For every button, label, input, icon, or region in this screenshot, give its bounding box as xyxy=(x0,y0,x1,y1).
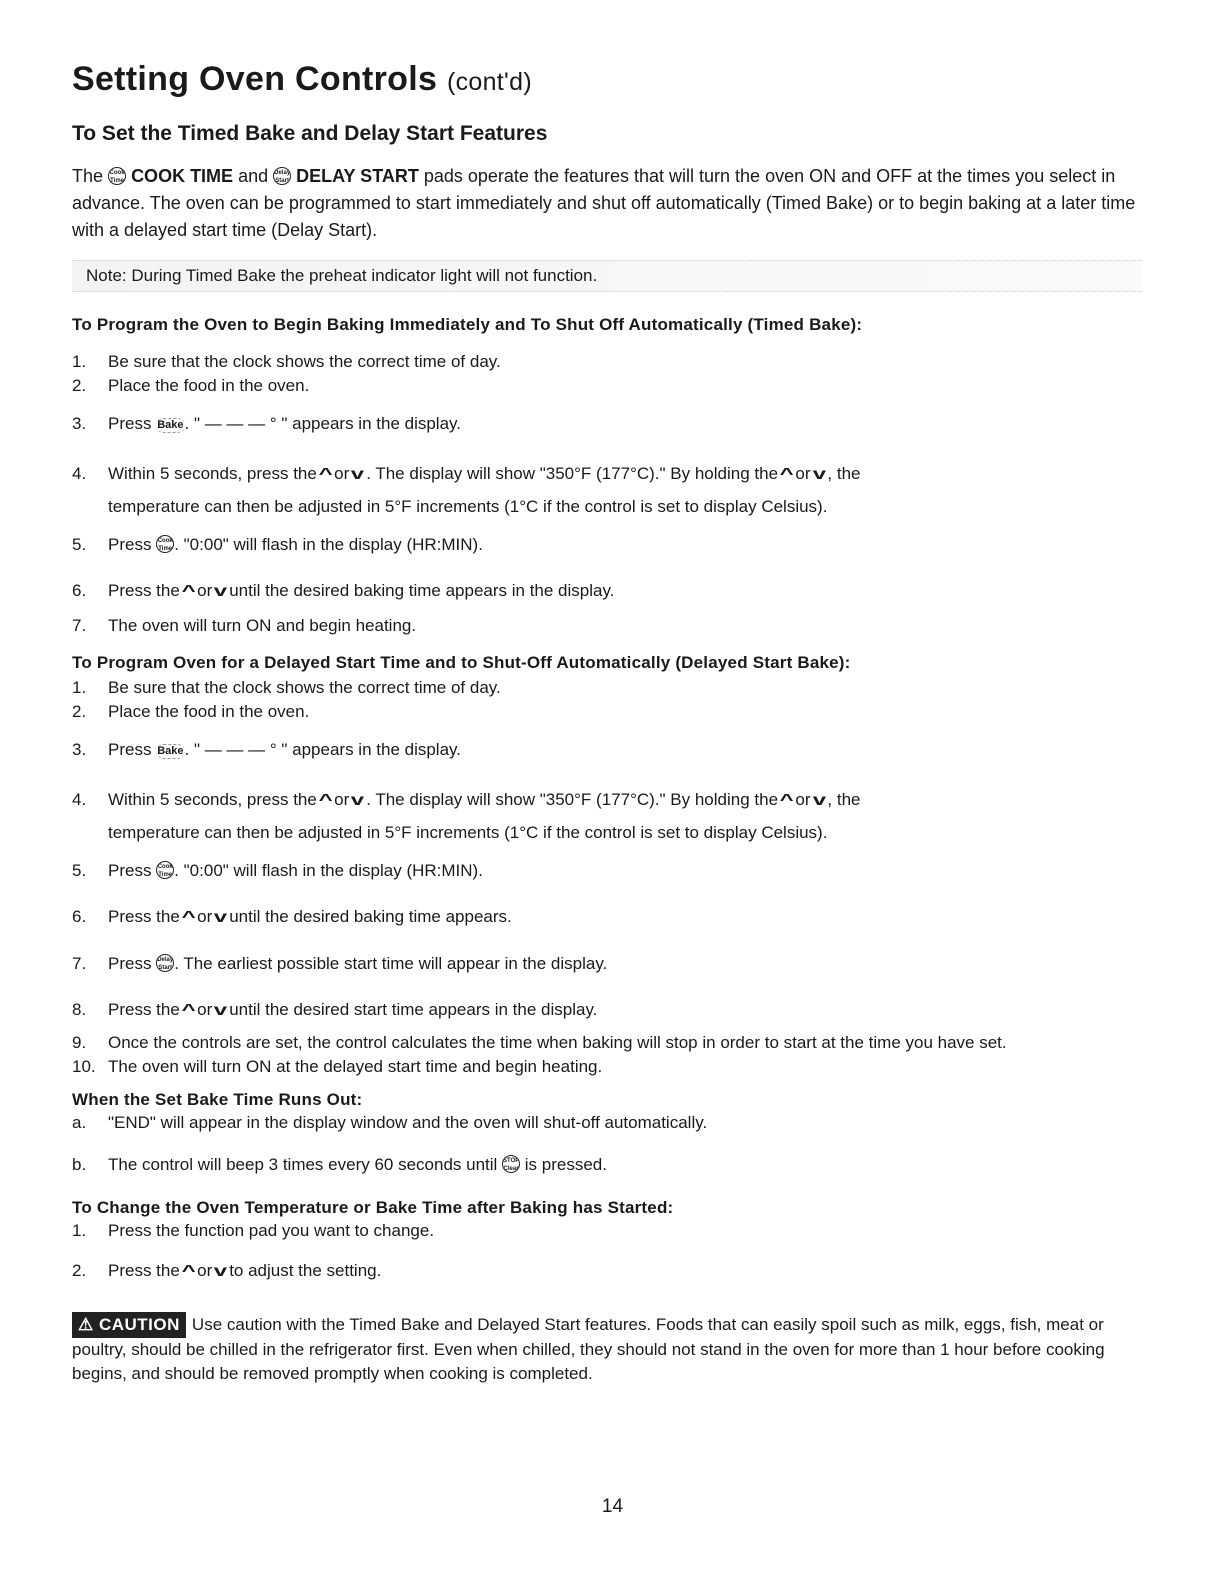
list-item: 2. Place the food in the oven. xyxy=(72,702,310,721)
list-item: 10. The oven will turn ON at the delayed start time and begin heating. xyxy=(72,1057,603,1076)
list-item: 9. Once the controls are set, the control calculates the time when baking will stop in order to start at the time you have set. xyxy=(72,1033,1007,1052)
bake-pad-icon: Bake xyxy=(157,745,184,757)
down-arrow-icon: v xyxy=(214,909,228,926)
list-item: 6. Press the ^or v until the desired baking time appears. xyxy=(72,905,1142,930)
list-item: a. "END" will appear in the display window and the oven will shut-off automatically. xyxy=(72,1113,708,1132)
list-item: 5. Press Cook Time . "0:00" will flash in the display (HR:MIN). xyxy=(72,535,483,554)
caution-text: Use caution with the Timed Bake and Delayed Start features. Foods that can easily spoil such as milk, eggs, fish, meat or poultry, should be chilled in the refrigerator first. Even when chilled, they should not stand in the oven for more than 1 hour before cooking begins, and should be removed promptly when cooking is completed. xyxy=(72,1315,1105,1383)
change-steps xyxy=(72,1219,1142,1284)
list-item: 5. Press Cook Time . "0:00" will flash in the display (HR:MIN). xyxy=(72,861,483,880)
up-arrow-icon: ^ xyxy=(181,909,196,926)
note-box: Note: During Timed Bake the preheat indicator light will not function. xyxy=(72,260,1142,292)
list-item: 1. Be sure that the clock shows the correct time of day. xyxy=(72,352,501,371)
page-number: 14 xyxy=(601,1496,624,1517)
caution-badge: ⚠ CAUTION xyxy=(72,1312,186,1338)
list-item: 4. Within 5 seconds, press the ^or v . The display will show "350°F (177°C)." By holding the ^or v , the temperature can then be adjusted in 5°F increments (1°C if the control is set to display Celsius). xyxy=(72,458,1142,523)
cook-time-pad-icon: Cook Time xyxy=(108,167,126,185)
bake-pad-icon: Bake xyxy=(157,419,184,431)
runs-out-title: When the Set Bake Time Runs Out: xyxy=(72,1090,363,1109)
intro-word-the: The xyxy=(72,166,104,186)
up-arrow-icon: ^ xyxy=(181,1002,196,1019)
list-item: 1. Press the function pad you want to change. xyxy=(72,1221,435,1240)
list-item: b. The control will beep 3 times every 60 seconds until STOP Clear is pressed. xyxy=(72,1155,607,1174)
caution-paragraph xyxy=(72,1312,1142,1386)
intro-word-and: and xyxy=(238,166,269,186)
timed-bake-title: To Program the Oven to Begin Baking Immediately and To Shut Off Automatically (Timed Bake): xyxy=(72,315,863,334)
intro-text-rest: you select in advance. The oven can be programmed to start immediately and shut off automatically (Timed Bake) or to begin baking at a later time with a delayed start time (Delay Start). xyxy=(72,166,1136,240)
delayed-start-steps xyxy=(72,676,1142,1079)
list-item: 7. The oven will turn ON and begin heating. xyxy=(72,616,417,635)
timed-bake-steps xyxy=(72,350,1142,638)
list-item: 7. Press Delay Start . The earliest possible start time will appear in the display. xyxy=(72,954,608,973)
delay-start-label: DELAY START xyxy=(296,166,419,186)
delayed-start-title: To Program Oven for a Delayed Start Time and to Shut-Off Automatically (Delayed Start Bake): xyxy=(72,653,851,672)
down-arrow-icon: v xyxy=(214,583,228,600)
title-subtitle: (cont'd) xyxy=(446,68,532,96)
up-arrow-icon: ^ xyxy=(181,1263,196,1280)
down-arrow-icon: v xyxy=(812,792,826,809)
list-item: 2. Place the food in the oven. xyxy=(72,376,310,395)
intro-text-line1: pads operate the features that will turn the oven ON and OFF at the times xyxy=(423,166,1011,186)
down-arrow-icon: v xyxy=(351,792,365,809)
list-item: 1. Be sure that the clock shows the correct time of day. xyxy=(72,678,501,697)
delay-start-pad-icon: Delay Start xyxy=(156,954,174,972)
down-arrow-icon: v xyxy=(214,1263,228,1280)
down-arrow-icon: v xyxy=(214,1002,228,1019)
up-arrow-icon: ^ xyxy=(318,466,333,483)
cook-time-pad-icon: Cook Time xyxy=(156,861,174,879)
down-arrow-icon: v xyxy=(351,466,365,483)
page-title xyxy=(72,58,1142,103)
list-item: 8. Press the ^or v until the desired start time appears in the display. xyxy=(72,998,1142,1023)
delay-start-pad-icon: Delay Start xyxy=(273,167,291,185)
manual-page xyxy=(72,58,1142,1386)
up-arrow-icon: ^ xyxy=(318,792,333,809)
change-title: To Change the Oven Temperature or Bake Time after Baking has Started: xyxy=(72,1198,674,1217)
up-arrow-icon: ^ xyxy=(779,466,794,483)
section-heading: To Set the Timed Bake and Delay Start Features xyxy=(72,122,548,145)
cook-time-pad-icon: Cook Time xyxy=(156,535,174,553)
stop-clear-pad-icon: STOP Clear xyxy=(502,1155,520,1173)
intro-paragraph xyxy=(72,163,1142,244)
up-arrow-icon: ^ xyxy=(779,792,794,809)
cook-time-label: COOK TIME xyxy=(131,166,234,186)
list-item: 3. Press Bake. " — — — ° " appears in the display. xyxy=(72,414,461,433)
down-arrow-icon: v xyxy=(812,466,826,483)
up-arrow-icon: ^ xyxy=(181,583,196,600)
list-item: 3. Press Bake. " — — — ° " appears in the display. xyxy=(72,740,461,759)
list-item: 2. Press the ^or v to adjust the setting. xyxy=(72,1259,1142,1284)
list-item: 4. Within 5 seconds, press the ^or v . The display will show "350°F (177°C)." By holding the ^or v , the temperature can then be adjusted in 5°F increments (1°C if the control is set to display Celsius). xyxy=(72,784,1142,849)
list-item: 6. Press the ^or v until the desired baking time appears in the display. xyxy=(72,579,1142,604)
title-text: Setting Oven Controls xyxy=(72,60,438,98)
runs-out-steps xyxy=(72,1111,1142,1177)
